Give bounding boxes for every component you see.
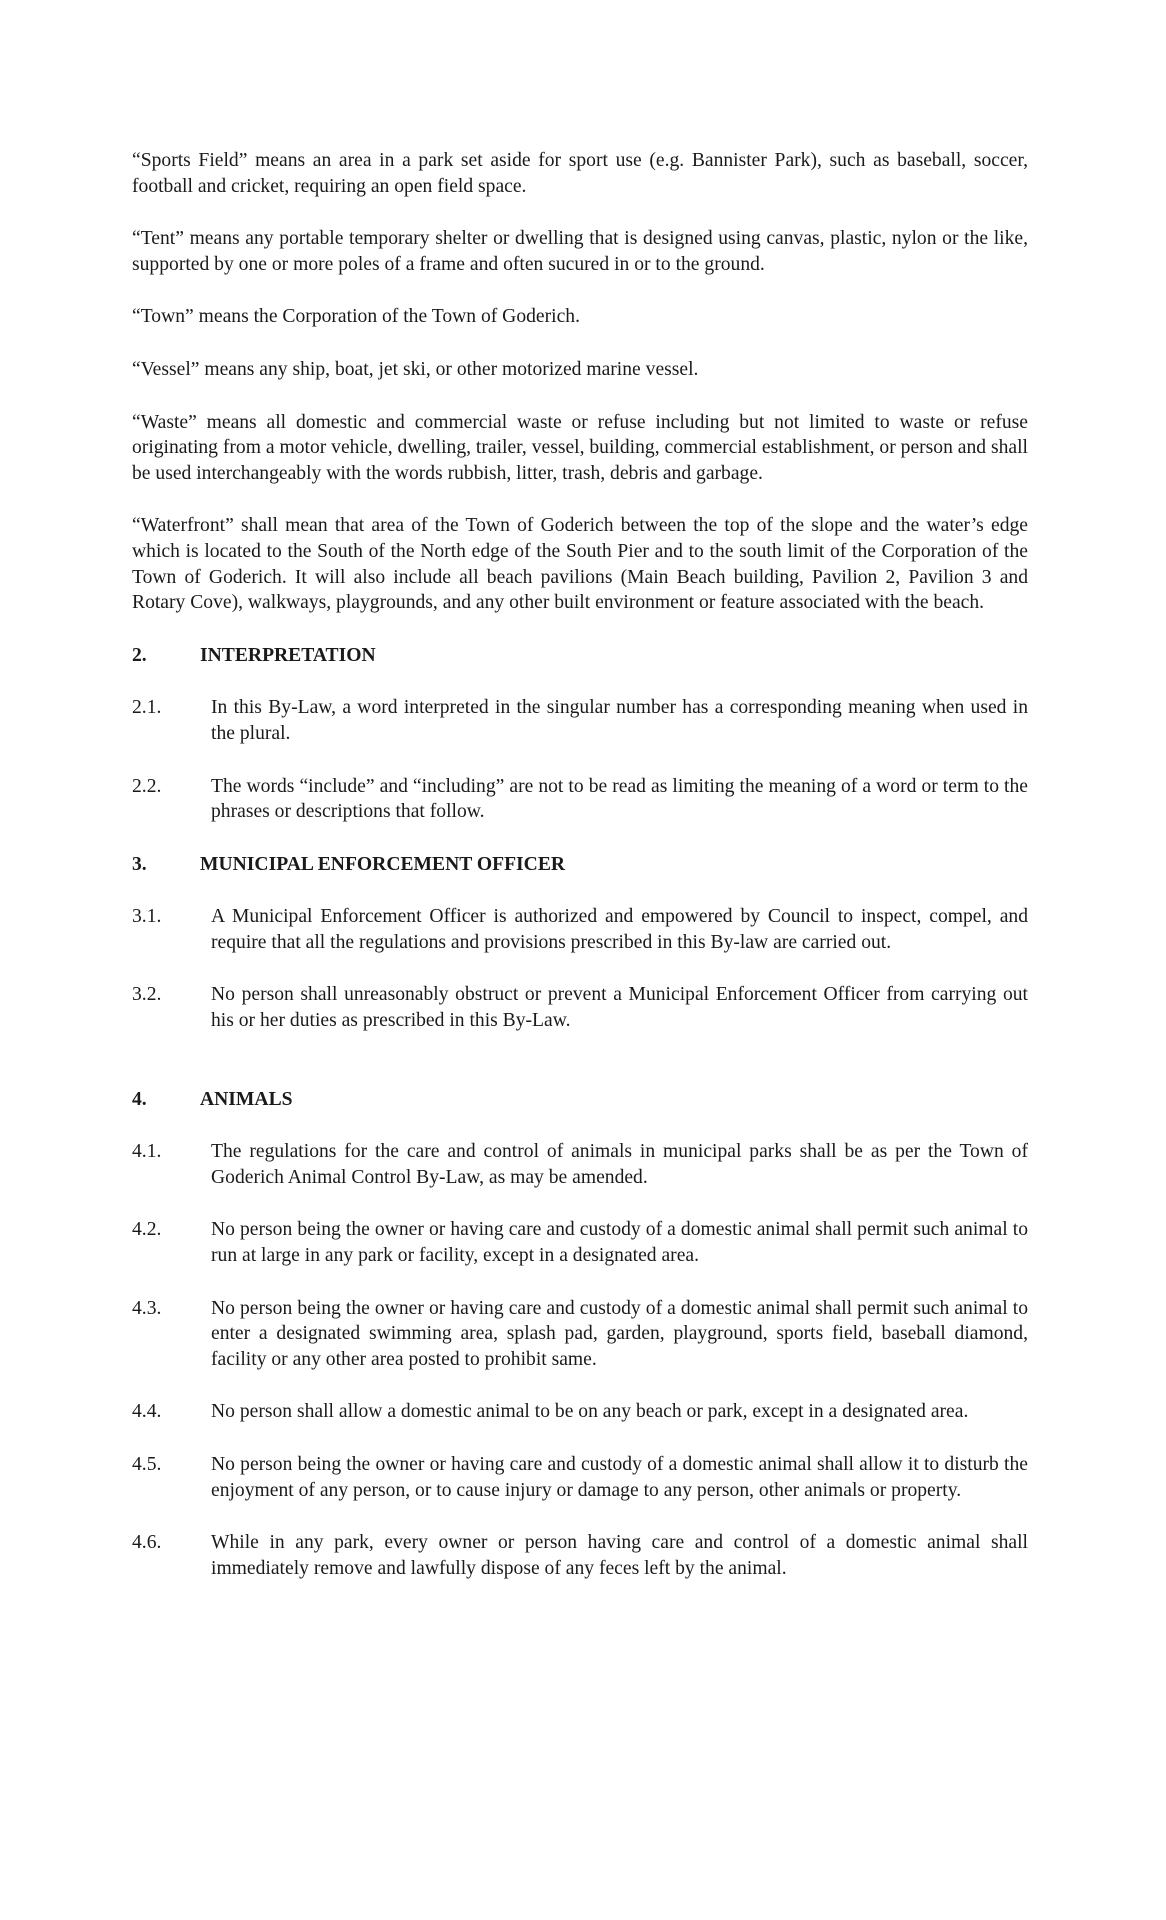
definition-tent: “Tent” means any portable temporary shelter or dwelling that is designed using canvas, plastic, nylon or the like, supported by one or more poles of a frame and often sucured in or to the ground. xyxy=(132,228,1028,275)
clause-text: The regulations for the care and control of animals in municipal parks shall be as per the Town of Goderich Animal Control By-Law, as may be amended. xyxy=(211,1141,1028,1188)
clause-text: No person shall unreasonably obstruct or prevent a Municipal Enforcement Officer from carrying out his or her duties as prescribed in this By-Law. xyxy=(211,984,1028,1032)
clause-text: No person shall allow a domestic animal to be on any beach or park, except in a designated area. xyxy=(211,1401,969,1423)
document-body xyxy=(132,148,1028,1608)
clause-number: 2.1. xyxy=(132,697,162,719)
clause-3-2 xyxy=(132,982,1028,1033)
clause-4-2 xyxy=(132,1217,1028,1268)
section-number: 4. xyxy=(132,1088,147,1110)
clause-number: 4.4. xyxy=(132,1401,162,1423)
clause-number: 4.3. xyxy=(132,1297,162,1319)
clause-text: A Municipal Enforcement Officer is authorized and empowered by Council to inspect, compel, and require that all the regulations and provisions prescribed in this By-law are carried out. xyxy=(211,906,1028,953)
clause-text: No person being the owner or having care and custody of a domestic animal shall permit such animal to enter a designated swimming area, splash pad, garden, playground, sports field, baseball diamond, facility or any other area posted to prohibit same. xyxy=(211,1297,1028,1370)
clause-text: In this By-Law, a word interpreted in the singular number has a corresponding meaning when used in the plural. xyxy=(211,697,1028,744)
definition-town: “Town” means the Corporation of the Town of Goderich. xyxy=(132,306,580,328)
definition-waterfront: “Waterfront” shall mean that area of the Town of Goderich between the top of the slope and the water’s edge which is located to the South of the North edge of the South Pier and to the south limit of the Corporation of the Town of Goderich. It will also include all beach pavilions (Main Beach building, Pavilion 2, Pavilion 3 and Rotary Cove), walkways, playgrounds, and any other built environment or feature associated with the beach. xyxy=(132,515,1028,614)
section-title: ANIMALS xyxy=(200,1088,293,1110)
definition-waste: “Waste” means all domestic and commercial waste or refuse including but not limited to waste or refuse originating from a motor vehicle, dwelling, trailer, vessel, building, commercial establishment, or person and shall be used interchangeably with the words rubbish, litter, trash, debris and garbage. xyxy=(132,411,1028,484)
clause-2-2 xyxy=(132,774,1028,825)
section-heading-animals xyxy=(132,1087,1028,1113)
clause-4-5 xyxy=(132,1452,1028,1503)
clause-number: 4.2. xyxy=(132,1219,162,1241)
section-number: 3. xyxy=(132,853,147,875)
section-title: MUNICIPAL ENFORCEMENT OFFICER xyxy=(200,853,566,875)
clause-number: 4.1. xyxy=(132,1141,162,1163)
clause-4-3 xyxy=(132,1296,1028,1373)
definition-sports-field: “Sports Field” means an area in a park set aside for sport use (e.g. Bannister Park), such as baseball, soccer, football and cricket, requiring an open field space. xyxy=(132,150,1028,197)
section-heading-municipal-enforcement-officer xyxy=(132,852,1028,878)
clause-number: 3.2. xyxy=(132,984,162,1006)
clause-text: No person being the owner or having care and custody of a domestic animal shall permit such animal to run at large in any park or facility, except in a designated area. xyxy=(211,1219,1028,1267)
clause-text: While in any park, every owner or person having care and control of a domestic animal shall immediately remove and lawfully dispose of any feces left by the animal. xyxy=(211,1532,1028,1579)
section-number: 2. xyxy=(132,644,147,666)
clause-number: 4.5. xyxy=(132,1454,162,1475)
clause-2-1 xyxy=(132,695,1028,746)
clause-number: 2.2. xyxy=(132,775,162,797)
clause-text: No person being the owner or having care and custody of a domestic animal shall allow it to disturb the enjoyment of any person, or to cause injury or damage to any person, other animals or property. xyxy=(211,1454,1028,1501)
clause-text: The words “include” and “including” are not to be read as limiting the meaning of a word or term to the phrases or descriptions that follow. xyxy=(211,775,1028,823)
section-title: INTERPRETATION xyxy=(200,644,376,666)
clause-4-6 xyxy=(132,1530,1028,1581)
definition-vessel: “Vessel” means any ship, boat, jet ski, or other motorized marine vessel. xyxy=(132,358,699,380)
clause-4-1 xyxy=(132,1139,1028,1190)
clause-4-4 xyxy=(132,1399,1028,1425)
section-heading-interpretation xyxy=(132,643,1028,669)
clause-number: 4.6. xyxy=(132,1532,162,1554)
clause-3-1 xyxy=(132,904,1028,955)
clause-number: 3.1. xyxy=(132,906,162,928)
